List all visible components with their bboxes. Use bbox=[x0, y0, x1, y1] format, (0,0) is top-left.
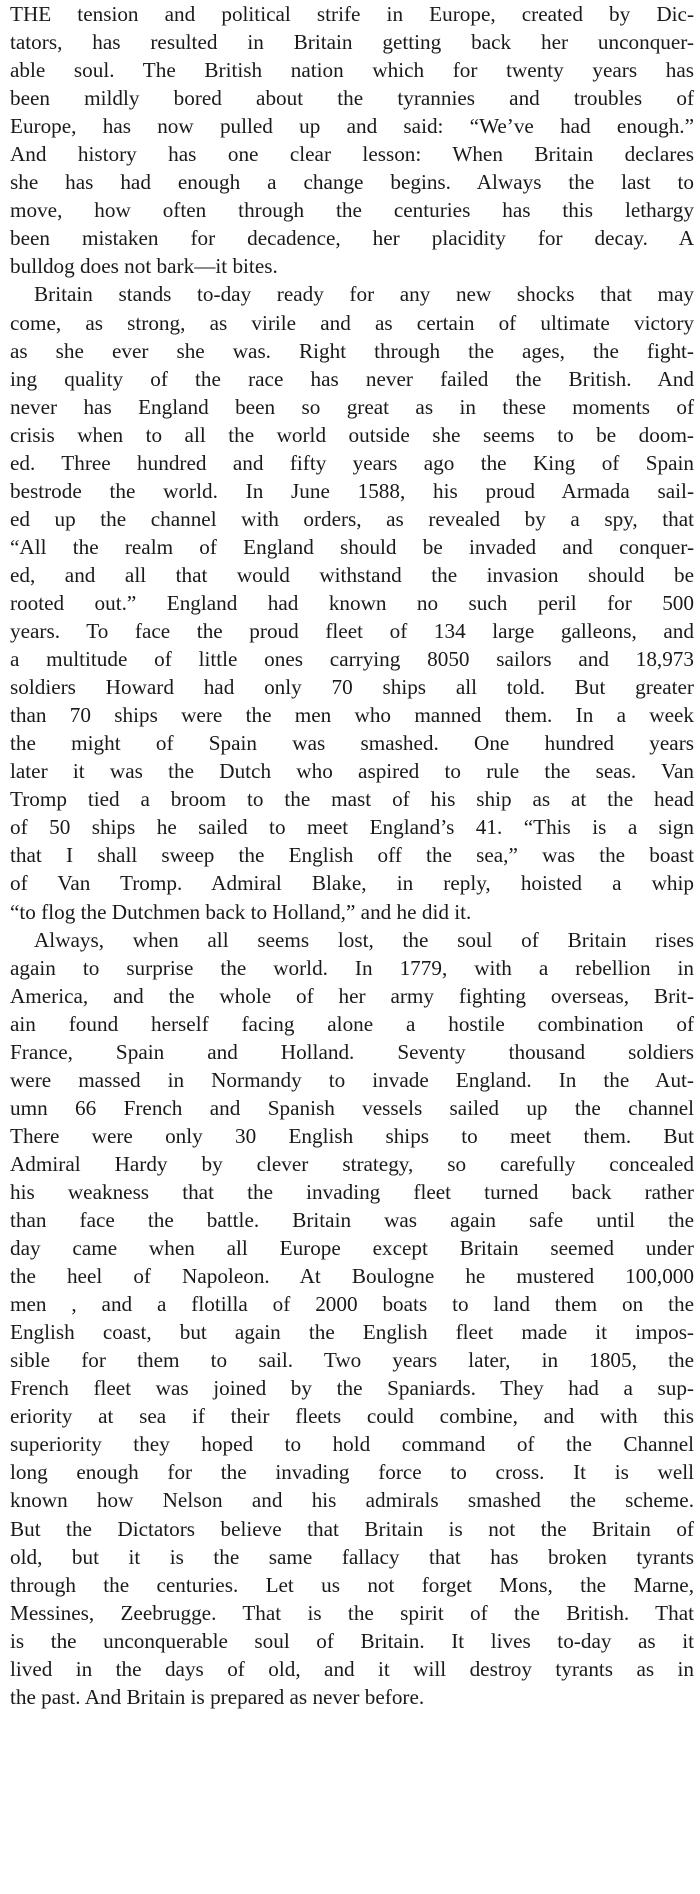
text-line: bulldog does not bark—it bites. bbox=[10, 254, 278, 279]
text-line: men , and a flotilla of 2000 boats to land them on the bbox=[10, 1292, 694, 1317]
text-line: as she ever she was. Right through the ages, the fight- bbox=[10, 338, 694, 363]
text-line: the heel of Napoleon. At Boulogne he mustered 100,000 bbox=[10, 1264, 694, 1289]
text-line: ed. Three hundred and fifty years ago the King of Spain bbox=[10, 450, 694, 475]
text-line: later it was the Dutch who aspired to rule the seas. Van bbox=[10, 759, 694, 784]
text-line: bestrode the world. In June 1588, his proud Armada sail- bbox=[10, 478, 694, 503]
document-page bbox=[10, 0, 694, 1711]
paragraph-3 bbox=[10, 926, 694, 1711]
paragraph-2 bbox=[10, 280, 694, 925]
text-line: a multitude of little ones carrying 8050 sailors and 18,973 bbox=[10, 647, 694, 672]
text-line: But the Dictators believe that Britain is not the Britain of bbox=[10, 1516, 694, 1541]
text-line: able soul. The British nation which for twenty years has bbox=[10, 58, 694, 83]
text-line: Admiral Hardy by clever strategy, so carefully concealed bbox=[10, 1151, 694, 1176]
text-line: ing quality of the race has never failed the British. And bbox=[10, 366, 694, 391]
text-line: rooted out.” England had known no such peril for 500 bbox=[10, 590, 694, 615]
text-line: sible for them to sail. Two years later, in 1805, the bbox=[10, 1348, 694, 1373]
text-line: than 70 ships were the men who manned them. In a week bbox=[10, 703, 694, 728]
text-line: Messines, Zeebrugge. That is the spirit of the British. That bbox=[10, 1600, 694, 1625]
text-line: Europe, has now pulled up and said: “We’ve had enough.” bbox=[10, 114, 694, 139]
text-line: is the unconquerable soul of Britain. It lives to-day as it bbox=[10, 1628, 694, 1653]
text-line: eriority at sea if their fleets could combine, and with this bbox=[10, 1404, 694, 1429]
text-line: “to flog the Dutchmen back to Holland,” and he did it. bbox=[10, 899, 472, 924]
paragraph-1 bbox=[10, 0, 694, 280]
text-line: superiority they hoped to hold command of the Channel bbox=[10, 1432, 694, 1457]
text-line: Tromp tied a broom to the mast of his ship as at the head bbox=[10, 787, 694, 812]
text-line: she has had enough a change begins. Always the last to bbox=[10, 170, 694, 195]
text-line: old, but it is the same fallacy that has broken tyrants bbox=[10, 1544, 694, 1569]
text-line: than face the battle. Britain was again safe until the bbox=[10, 1208, 694, 1233]
text-line: again to surprise the world. In 1779, with a rebellion in bbox=[10, 955, 694, 980]
text-line: his weakness that the invading fleet turned back rather bbox=[10, 1179, 694, 1204]
text-line: been mistaken for decadence, her placidity for decay. A bbox=[10, 226, 694, 251]
text-line: move, how often through the centuries has this lethargy bbox=[10, 198, 694, 223]
text-line: There were only 30 English ships to meet them. But bbox=[10, 1123, 694, 1148]
text-line: tators, has resulted in Britain getting back her unconquer- bbox=[10, 30, 694, 55]
text-line: come, as strong, as virile and as certain of ultimate victory bbox=[10, 310, 694, 335]
text-line: ed, and all that would withstand the invasion should be bbox=[10, 562, 694, 587]
text-line: Britain stands to-day ready for any new shocks that may bbox=[34, 282, 694, 307]
text-line: America, and the whole of her army fighting overseas, Brit- bbox=[10, 983, 694, 1008]
text-line: Always, when all seems lost, the soul of Britain rises bbox=[34, 927, 694, 952]
text-line: of 50 ships he sailed to meet England’s 41. “This is a sign bbox=[10, 815, 694, 840]
text-line: the might of Spain was smashed. One hundred years bbox=[10, 731, 694, 756]
text-line: “All the realm of England should be invaded and conquer- bbox=[10, 534, 694, 559]
text-line: been mildly bored about the tyrannies and troubles of bbox=[10, 86, 694, 111]
text-line: And history has one clear lesson: When Britain declares bbox=[10, 142, 694, 167]
text-line: were massed in Normandy to invade England. In the Aut- bbox=[10, 1067, 694, 1092]
text-line: long enough for the invading force to cross. It is well bbox=[10, 1460, 694, 1485]
text-line: never has England been so great as in these moments of bbox=[10, 394, 694, 419]
text-line: soldiers Howard had only 70 ships all told. But greater bbox=[10, 675, 694, 700]
text-line: ed up the channel with orders, as revealed by a spy, that bbox=[10, 506, 694, 531]
text-line: of Van Tromp. Admiral Blake, in reply, hoisted a whip bbox=[10, 871, 694, 896]
text-line: French fleet was joined by the Spaniards. They had a sup- bbox=[10, 1376, 694, 1401]
text-line: that I shall sweep the English off the sea,” was the boast bbox=[10, 843, 694, 868]
text-line: day came when all Europe except Britain seemed under bbox=[10, 1236, 694, 1261]
text-line: umn 66 French and Spanish vessels sailed up the channel bbox=[10, 1095, 694, 1120]
article-body bbox=[10, 0, 694, 1711]
text-line: the past. And Britain is prepared as never before. bbox=[10, 1684, 425, 1709]
text-line: lived in the days of old, and it will destroy tyrants as in bbox=[10, 1656, 694, 1681]
text-line: known how Nelson and his admirals smashed the scheme. bbox=[10, 1488, 694, 1513]
text-line: ain found herself facing alone a hostile combination of bbox=[10, 1011, 694, 1036]
text-line: THE tension and political strife in Europe, created by Dic- bbox=[10, 2, 694, 26]
text-line: crisis when to all the world outside she seems to be doom- bbox=[10, 422, 694, 447]
text-line: France, Spain and Holland. Seventy thousand soldiers bbox=[10, 1039, 694, 1064]
text-line: English coast, but again the English fleet made it impos- bbox=[10, 1320, 694, 1345]
text-line: years. To face the proud fleet of 134 large galleons, and bbox=[10, 619, 694, 644]
text-line: through the centuries. Let us not forget Mons, the Marne, bbox=[10, 1572, 694, 1597]
